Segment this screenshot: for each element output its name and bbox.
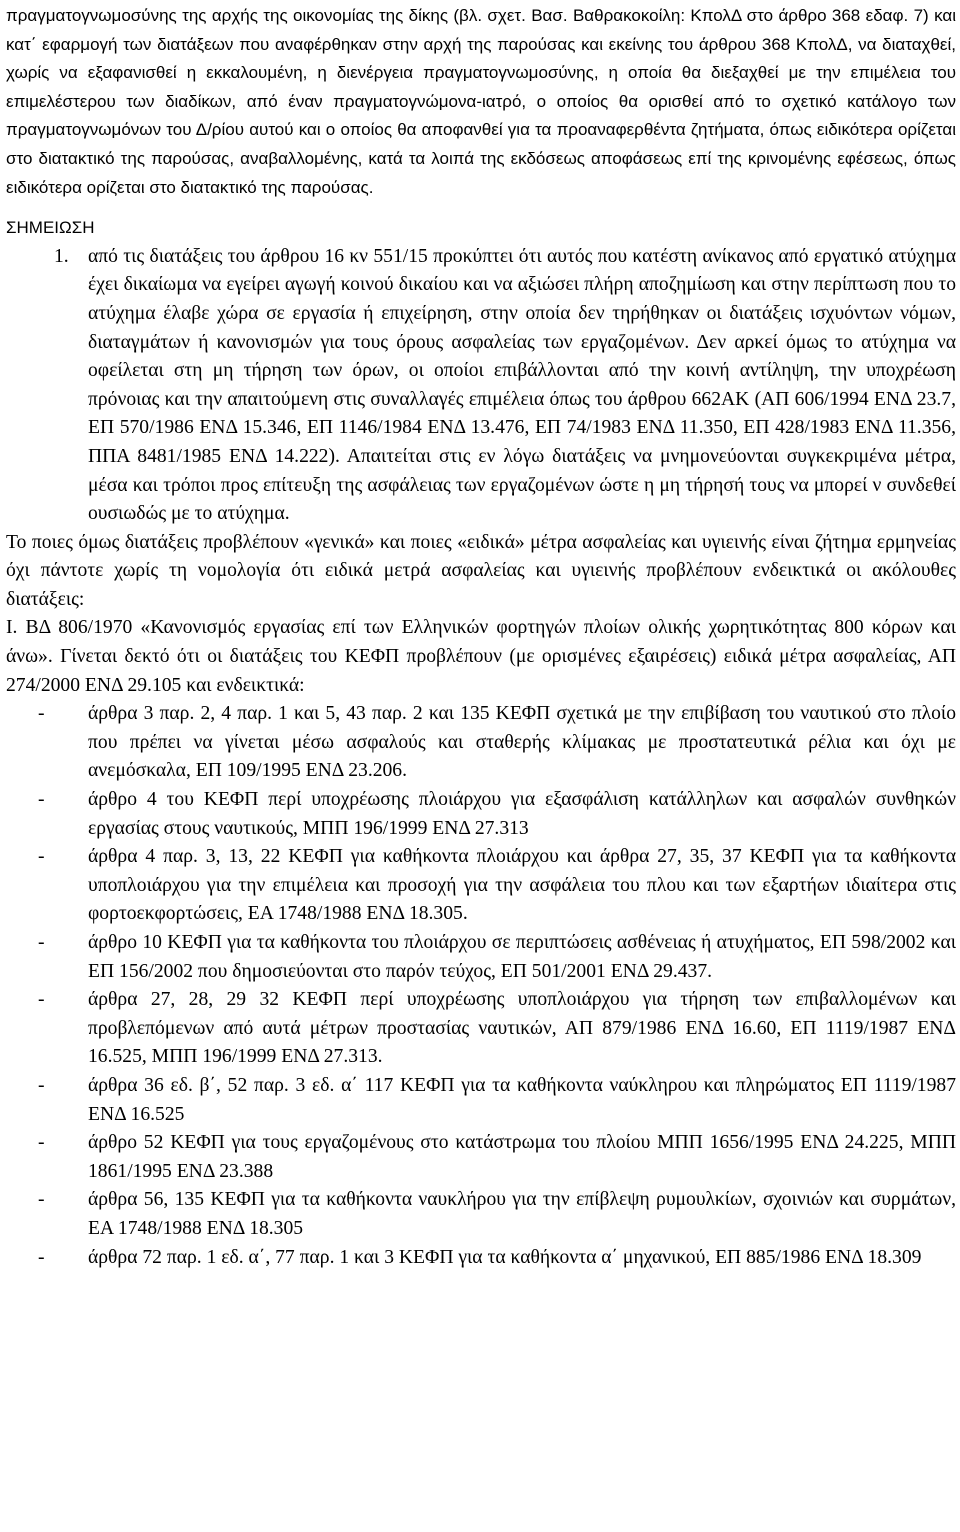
note-number: 1. (54, 245, 69, 267)
list-item-text: άρθρα 3 παρ. 2, 4 παρ. 1 και 5, 43 παρ. 2 και 135 ΚΕΦΠ σχετικά με την επιβίβαση του ναυτικού στο πλοίο που πρέπει να γίνεται μέσω ασφαλούς και σταθερής κλίμακας με προστατευτικά ρέλια και όχι με ανεμόσκαλα, ΕΠ 109/1995 ΕΝΔ 23.206. (88, 703, 956, 782)
list-item (6, 929, 956, 986)
list-item (6, 986, 956, 1072)
provisions-list (6, 700, 956, 1272)
list-item (6, 1244, 956, 1273)
dash-marker: - (38, 932, 45, 953)
body-paragraph-3: Ι. ΒΔ 806/1970 «Κανονισμός εργασίας επί των Ελληνικών φορτηγών πλοίων ολικής χωρητικότητας 800 κόρων και άνω». Γίνεται δεκτό ότι οι διατάξεις του ΚΕΦΠ προβλέπουν (με ορισμένες εξαιρέσεις) ειδικά μέτρα ασφαλείας, ΑΠ 274/2000 ΕΝΔ 29.105 και ενδεικτικά: (6, 617, 956, 696)
note-heading: ΣΗΜΕΙΩΣΗ (6, 218, 95, 238)
list-item (6, 1129, 956, 1186)
list-item-text: άρθρα 4 παρ. 3, 13, 22 ΚΕΦΠ για καθήκοντα πλοιάρχου και άρθρα 27, 35, 37 ΚΕΦΠ για τα καθήκοντα υποπλοιάρχου για την επιμέλεια και προσοχή για την ασφάλεια του πλου και των εξαρτήων ιδιαίτερα στις φορτοεκφορτώσεις, ΕΑ 1748/1988 ΕΝΔ 18.305. (88, 846, 956, 925)
list-item-text: άρθρο 52 ΚΕΦΠ για τους εργαζομένους στο κατάστρωμα του πλοίου ΜΠΠ 1656/1995 ΕΝΔ 24.225, ΜΠΠ 1861/1995 ΕΝΔ 23.388 (88, 1132, 956, 1182)
intro-paragraph: πραγματογνωμοσύνης της αρχής της οικονομίας της δίκης (βλ. σχετ. Βασ. Βαθρακοκοίλη: ΚπολΔ στο άρθρο 368 εδαφ. 7) και κατ΄ εφαρμογή των διατάξεων που αναφέρθηκαν στην αρχή της παρούσας και εκείνης του άρθρου 368 ΚπολΔ, να διαταχθεί, χωρίς να εξαφανισθεί η εκκαλουμένη, η διενέργεια πραγματογνωμοσύνης, η οποία θα διεξαχθεί με την επιμέλεια του επιμελέστερου των διαδίκων, από έναν πραγματογνώμονα-ιατρό, ο οποίος θα ορισθεί από το σχετικό κατάλογο των πραγματογνωμόνων του Δ/ρίου αυτού και ο οποίος θα αποφανθεί για τα προαναφερθέντα ζητήματα, όπως ειδικότερα ορίζεται στο διατακτικό της παρούσας, αναβαλλομένης, κατά τα λοιπά της εκδόσεως αποφάσεως επί της κρινομένης εφέσεως, όπως ειδικότερα ορίζεται στο διατακτικό της παρούσας. (6, 6, 956, 197)
list-item (6, 843, 956, 929)
body-paragraph-2: Το ποιες όμως διατάξεις προβλέπουν «γενικά» και ποιες «ειδικά» μέτρα ασφαλείας και υγιεινής είναι ζήτημα ερμηνείας όχι πάντοτε χωρίς τη νομολογία ότι ειδικά μετρά ασφαλείας και υγιεινής προβλέπουν ενδεικτικά οι ακόλουθες διατάξεις: (6, 531, 956, 610)
dash-marker: - (38, 989, 45, 1011)
note-text: από τις διατάξεις του άρθρου 16 κν 551/15 προκύπτει ότι αυτός που κατέστη ανίκανος από εργατικό ατύχημα έχει δικαίωμα να εγείρει αγωγή κοινού δικαίου και να αξιώσει πλήρη αποζημίωση και στην περίπτωση που το ατύχημα έλαβε χώρα σε εργασία ή επιχείρηση, στην οποία δεν τηρήθηκαν οι διατάξεις ισχυόντων νόμων, διαταγμάτων ή κανονισμών για τους όρους ασφαλείας των εργαζομένων. Δεν αρκεί όμως το ατύχημα να οφείλεται στη μη τήρηση των όρων, οι οποίοι επιβάλλονται από την κοινή αντίληψη, την υποχρέωση πρόνοιας και την απαιτούμενη στις συναλλαγές επιμέλεια όπως του άρθρου 662ΑΚ (ΑΠ 606/1994 ΕΝΔ 23.7, ΕΠ 570/1986 ΕΝΔ 15.346, ΕΠ 1146/1984 ΕΝΔ 13.476, ΕΠ 74/1983 ΕΝΔ 11.350, ΕΠ 428/1983 ΕΝΔ 11.356, ΠΠΑ 8481/1985 ΕΝΔ 14.222). Απαιτείται στις εν λόγω διατάξεις να μνημονεύονται συγκεκριμένα μέτρα, μέσα και τρόποι προς επίτευξη της ασφάλειας των εργαζομένων ώστε η μη τήρησή τους να μπορεί ν συνδεθεί ουσιωδώς με το ατύχημα. (88, 245, 956, 525)
list-item-text: άρθρα 27, 28, 29 32 ΚΕΦΠ περί υποχρέωσης υποπλοιάρχου για τήρηση των επιβαλλομένων και προβλεπόμενων από αυτά μέτρων προστασίας ναυτικών, ΑΠ 879/1986 ΕΝΔ 16.60, ΕΠ 1119/1987 ΕΝΔ 16.525, ΜΠΠ 196/1999 ΕΝΔ 27.313. (88, 989, 956, 1068)
note-item (6, 243, 956, 529)
dash-marker: - (38, 1246, 45, 1268)
list-item (6, 786, 956, 843)
list-item-text: άρθρα 72 παρ. 1 εδ. α΄, 77 παρ. 1 και 3 ΚΕΦΠ για τα καθήκοντα α΄ μηχανικού, ΕΠ 885/1986 ΕΝΔ 18.309 (88, 1246, 922, 1268)
dash-marker: - (38, 789, 45, 811)
dash-marker: - (38, 846, 45, 868)
list-item-text: άρθρα 56, 135 ΚΕΦΠ για τα καθήκοντα ναυκλήρου για την επίβλεψη ρυμουλκίων, σχοινιών και συρμάτων, ΕΑ 1748/1988 ΕΝΔ 18.305 (88, 1189, 956, 1239)
list-item-text: άρθρο 4 του ΚΕΦΠ περί υποχρέωσης πλοιάρχου για εξασφάλιση κατάλληλων και ασφαλών συνθηκών εργασίας στους ναυτικούς, ΜΠΠ 196/1999 ΕΝΔ 27.313 (88, 789, 956, 839)
list-item (6, 1186, 956, 1243)
dash-marker: - (38, 703, 45, 725)
dash-marker: - (38, 1074, 45, 1096)
dash-marker: - (38, 1189, 45, 1211)
list-item-text: άρθρο 10 ΚΕΦΠ για τα καθήκοντα του πλοιάρχου σε περιπτώσεις ασθένειας ή ατυχήματος, ΕΠ 598/2002 και ΕΠ 156/2002 που δημοσιεύονται στο παρόν τεύχος, ΕΠ 501/2001 ΕΝΔ 29.437. (88, 932, 956, 982)
list-item (6, 1072, 956, 1129)
list-item-text: άρθρα 36 εδ. β΄, 52 παρ. 3 εδ. α΄ 117 ΚΕΦΠ για τα καθήκοντα ναύκληρου και πληρώματος ΕΠ 1119/1987 ΕΝΔ 16.525 (88, 1074, 956, 1125)
list-item (6, 700, 956, 786)
dash-marker: - (38, 1132, 45, 1154)
